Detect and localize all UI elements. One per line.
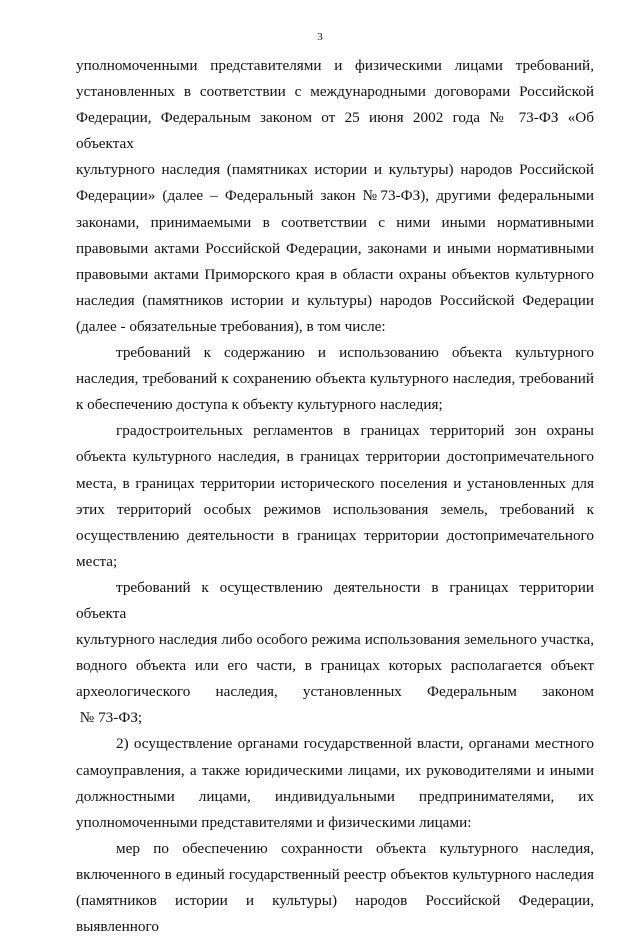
- text-line: этих территорий особых режимов использования земель, требований к: [76, 500, 594, 518]
- paragraph-5: [76, 731, 594, 835]
- text-line: места, в границах территории исторического поселения и установленных для: [76, 474, 594, 492]
- text-line: археологического наследия, установленных Федеральным законом: [76, 683, 594, 701]
- text-line: уполномоченными представителями и физическими лицами:: [76, 813, 472, 831]
- document-body: [76, 53, 594, 940]
- text-line: Федерации, Федеральным законом от 25 июня 2002 года № 73-ФЗ «Об объектах: [76, 109, 594, 153]
- text-line: требований к содержанию и использованию объекта культурного: [116, 344, 594, 362]
- paragraph-2: [76, 340, 594, 418]
- text-line: культурного наследия либо особого режима использования земельного участка,: [76, 631, 594, 649]
- text-line: законами, принимаемыми в соответствии с ними иными нормативными: [76, 213, 594, 231]
- text-line: объекта культурного наследия, в границах территории достопримечательного: [76, 448, 594, 466]
- text-line: Федерации» (далее – Федеральный закон №73-ФЗ), другими федеральными: [76, 187, 594, 205]
- text-line: наследия (памятников истории и культуры) народов Российской Федерации: [76, 291, 594, 309]
- text-line: 2) осуществление органами государственной власти, органами местного: [116, 735, 594, 753]
- text-line: культурного наследия (памятниках истории и культуры) народов Российской: [76, 161, 594, 179]
- paragraph-3: [76, 418, 594, 575]
- text-line: наследия, требований к сохранению объекта культурного наследия, требований: [76, 370, 594, 388]
- text-line: к обеспечению доступа к объекту культурного наследия;: [76, 396, 443, 414]
- text-line: должностными лицами, индивидуальными предпринимателями, их: [76, 787, 594, 805]
- text-line: правовыми актами Российской Федерации, законами и иными нормативными: [76, 239, 594, 257]
- text-line: градостроительных регламентов в границах территорий зон охраны: [116, 422, 594, 440]
- text-line: уполномоченными представителями и физическими лицами требований,: [76, 57, 594, 74]
- paragraph-1: [76, 53, 594, 340]
- page-number: 3: [317, 31, 323, 43]
- text-line: места;: [76, 552, 118, 570]
- text-line: самоуправления, а также юридическими лицами, их руководителями и иными: [76, 761, 594, 779]
- paragraph-6: [76, 836, 594, 940]
- text-line: водного объекта или его части, в границах которых располагается объект: [76, 657, 594, 675]
- text-line: правовыми актами Приморского края в области охраны объектов культурного: [76, 265, 594, 283]
- text-line: № 73-ФЗ;: [76, 709, 143, 727]
- text-line: (памятников истории и культуры) народов Российской Федерации, выявленного: [76, 892, 594, 936]
- text-line: включенного в единый государственный реестр объектов культурного наследия: [76, 865, 594, 883]
- text-line: установленных в соответствии с международными договорами Российской: [76, 83, 594, 101]
- text-line: мер по обеспечению сохранности объекта культурного наследия,: [116, 839, 594, 857]
- text-line: (далее - обязательные требования), в том числе:: [76, 317, 386, 335]
- text-line: осуществлению деятельности в границах территории достопримечательного: [76, 526, 594, 544]
- text-line: требований к осуществлению деятельности в границах территории объекта: [76, 578, 594, 622]
- paragraph-4: [76, 575, 594, 732]
